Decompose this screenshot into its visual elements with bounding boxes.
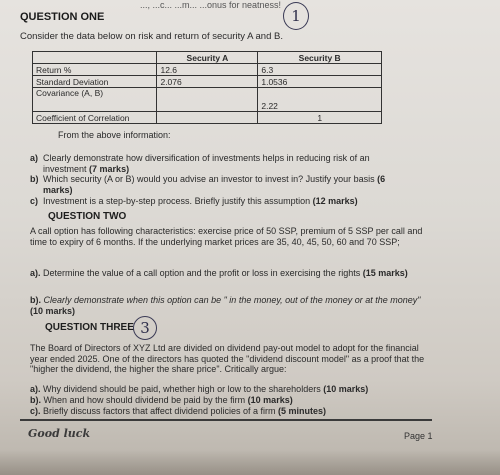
photo-shadow — [0, 450, 500, 475]
table-cell: 6.3 — [258, 64, 382, 76]
handwritten-circled-number-1: 1 — [283, 2, 309, 30]
table-header-cell — [33, 52, 157, 64]
item-marks: (10 marks) — [247, 395, 293, 405]
table-cell — [157, 88, 258, 112]
table-row — [33, 64, 382, 76]
table-header-cell: Security B — [258, 52, 382, 64]
table-cell: 2.22 — [258, 88, 382, 112]
item-marks: (12 marks) — [312, 196, 358, 206]
item-letter: b) — [30, 174, 39, 184]
question-one-heading: QUESTION ONE — [20, 11, 105, 23]
item-letter: b). — [30, 395, 41, 405]
q3-item-a — [30, 384, 440, 395]
item-marks: (10 marks) — [30, 305, 76, 316]
question-two-body: A call option has following characteristics: exercise price of 50 SSP, premium of 5 SSP per call and time to expiry of 6 months. If the underlying market prices are 35, 40, 45, 50, 60 and 70 SSP; — [30, 226, 423, 247]
good-luck-text: Good luck — [28, 427, 91, 440]
table-row — [33, 88, 382, 112]
item-marks: (15 marks) — [362, 268, 408, 278]
item-letter: a). — [30, 384, 41, 394]
q3-item-b — [30, 395, 440, 406]
risk-return-table — [32, 51, 382, 124]
table-cell: Standard Deviation — [33, 76, 157, 88]
item-text: When and how should dividend be paid by the firm — [43, 395, 246, 405]
item-letter: c) — [30, 196, 39, 206]
item-text: Why dividend should be paid, whether high or low to the shareholders — [43, 384, 321, 394]
table-row — [33, 76, 382, 88]
item-marks: (10 marks) — [323, 384, 369, 394]
question-three-heading: QUESTION THREE — [45, 322, 134, 333]
from-above-text: From the above information: — [58, 130, 171, 140]
table-header-cell: Security A — [157, 52, 258, 64]
item-text: Briefly discuss factors that affect dividend policies of a firm — [43, 406, 276, 416]
item-text: Clearly demonstrate when this option can be " in the money, out of the money or at the money" — [43, 295, 421, 305]
item-text: Determine the value of a call option and the profit or loss in exercising the rights — [43, 268, 361, 278]
item-text: Which security (A or B) would you advise an investor to invest in? Justify your basis — [43, 174, 375, 184]
footer-divider — [20, 419, 432, 421]
q2-item-b — [30, 295, 435, 316]
table-cell: 12.6 — [157, 64, 258, 76]
q1-item-c — [30, 196, 430, 207]
q1-item-b — [30, 174, 410, 195]
item-text: Clearly demonstrate how diversification of investments helps in reducing risk of an investment — [43, 153, 370, 174]
table-cell: 1 — [258, 112, 382, 124]
top-strip-text: ..., ...c... ...m... ...onus for neatness! — [140, 0, 282, 10]
item-marks: (5 minutes) — [277, 406, 326, 416]
table-header-row — [33, 52, 382, 64]
item-letter: a) — [30, 153, 39, 163]
table-cell: Coefficient of Correlation — [33, 112, 157, 124]
table-cell — [157, 112, 258, 124]
question-three-body: The Board of Directors of XYZ Ltd are divided on dividend pay-out model to adopt for the financial year ended 2025. One of the directors has quoted the "dividend discount model" as a proof that the "higher the dividend, the higher the share price". Critically argue: — [30, 343, 425, 374]
table-cell: Return % — [33, 64, 157, 76]
table-cell: Covariance (A, B) — [33, 88, 157, 112]
question-one-intro: Consider the data below on risk and return of security A and B. — [20, 31, 283, 42]
item-letter: b). — [30, 295, 41, 305]
table-cell: 2.076 — [157, 76, 258, 88]
item-letter: c). — [30, 406, 41, 416]
table-cell: 1.0536 — [258, 76, 382, 88]
q3-item-c — [30, 406, 440, 417]
item-text: Investment is a step-by-step process. Briefly justify this assumption — [43, 196, 311, 206]
item-letter: a). — [30, 268, 41, 278]
question-two-heading: QUESTION TWO — [48, 211, 127, 222]
item-marks: (6 marks) — [43, 174, 386, 195]
page-number: Page 1 — [404, 431, 433, 441]
item-marks: (7 marks) — [89, 163, 130, 174]
table-row — [33, 112, 382, 124]
q1-item-a — [30, 153, 410, 174]
handwritten-circled-number-3: 3 — [133, 316, 157, 340]
q2-item-a — [30, 268, 435, 279]
